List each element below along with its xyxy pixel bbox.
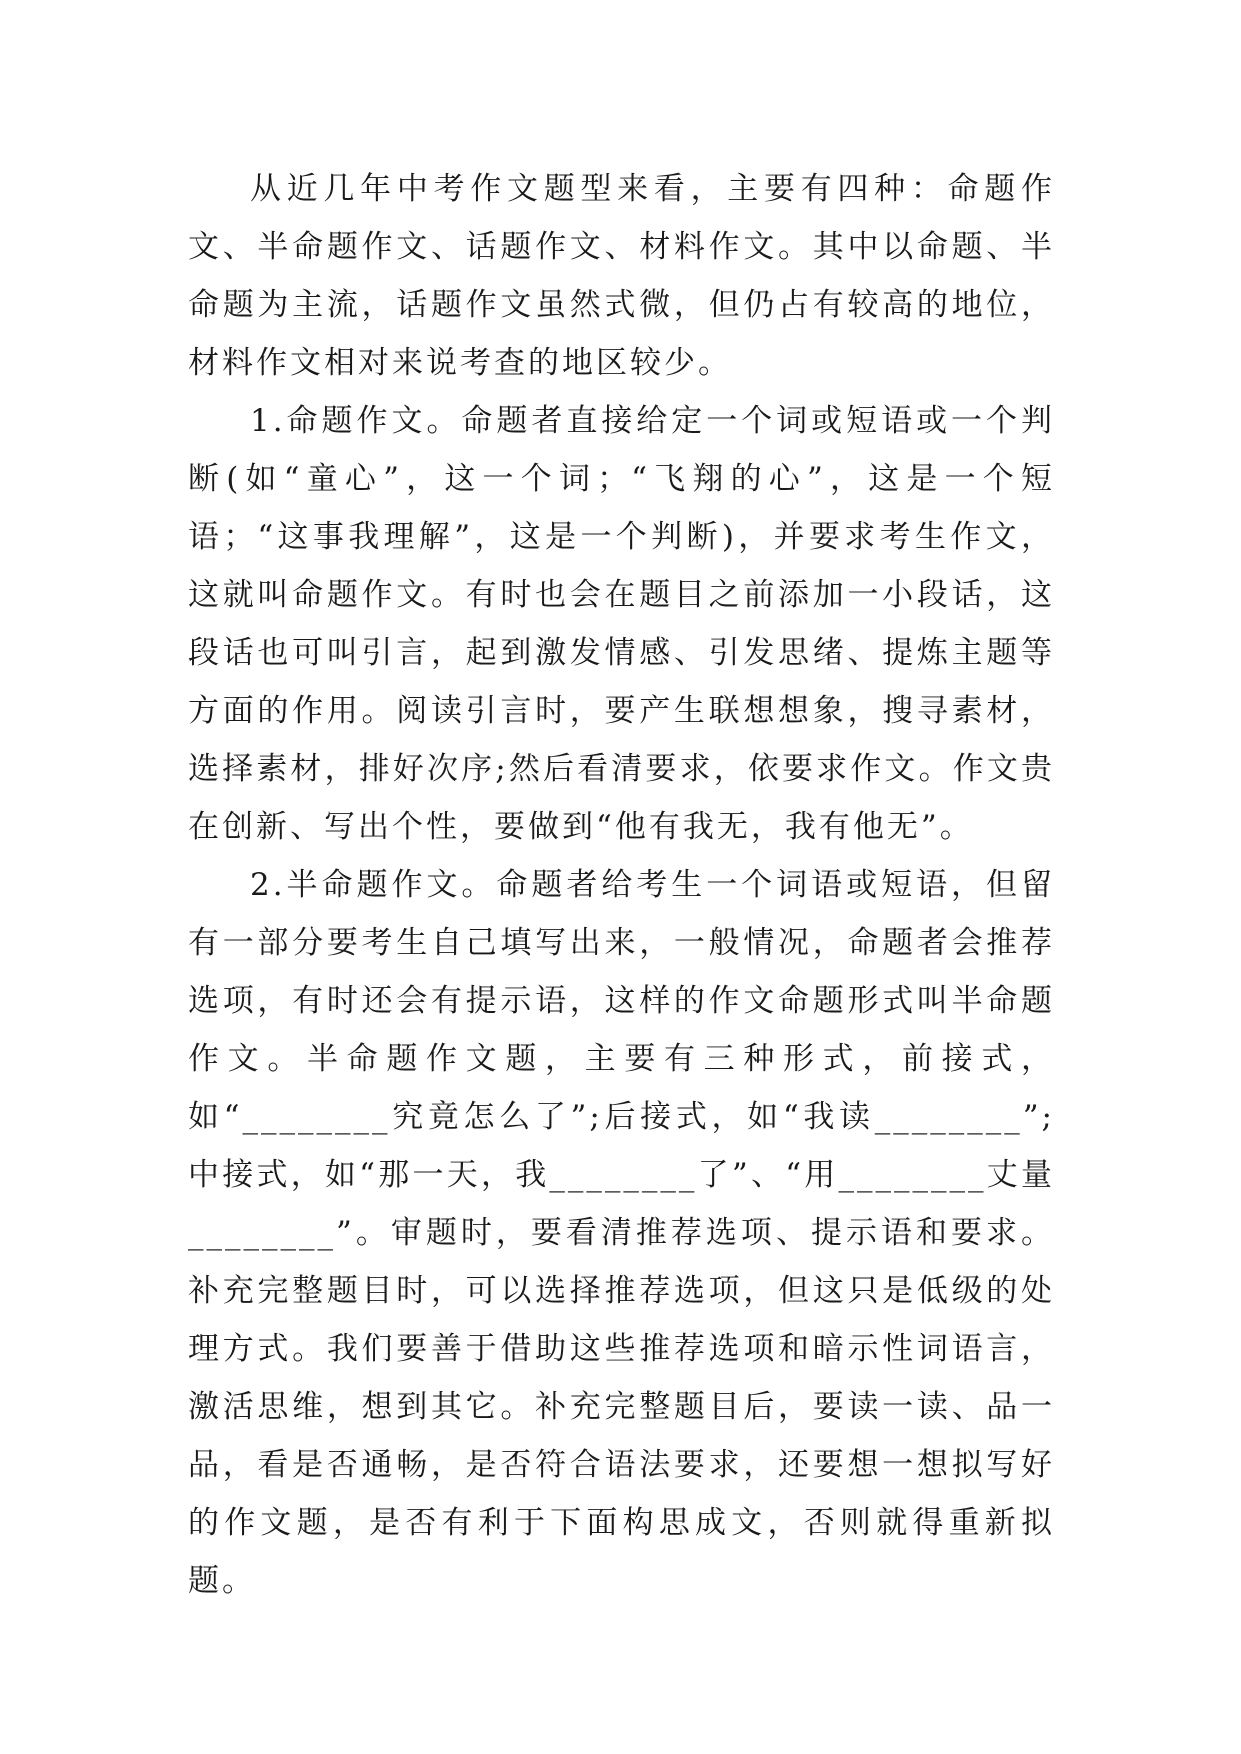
document-body — [188, 160, 1055, 1610]
paragraph-intro: 从近几年中考作文题型来看，主要有四种：命题作文、半命题作文、话题作文、材料作文。其中以命题、半命题为主流，话题作文虽然式微，但仍占有较高的地位，材料作文相对来说考查的地区较少。 — [188, 171, 1055, 381]
paragraph-semi-proposition-essay: 2.半命题作文。命题者给考生一个词语或短语，但留有一部分要考生自己填写出来，一般情况，命题者会推荐选项，有时还会有提示语，这样的作文命题形式叫半命题作文。半命题作文题，主要有三种形式，前接式，如“________究竟怎么了”;后接式，如“我读________”;中接式，如“那一天，我________了”、“用________丈量________”。审题时，要看清推荐选项、提示语和要求。补充完整题目时，可以选择推荐选项，但这只是低级的处理方式。我们要善于借助这些推荐选项和暗示性词语言，激活思维，想到其它。补充完整题目后，要读一读、品一品，看是否通畅，是否符合语法要求，还要想一想拟写好的作文题，是否有利于下面构思成文，否则就得重新拟题。 — [188, 867, 1055, 1599]
paragraph-proposition-essay: 1.命题作文。命题者直接给定一个词或短语或一个判断(如“童心”，这一个词；“飞翔的心”，这是一个短语；“这事我理解”，这是一个判断)，并要求考生作文，这就叫命题作文。有时也会在题目之前添加一小段话，这段话也可叫引言，起到激发情感、引发思绪、提炼主题等方面的作用。阅读引言时，要产生联想想象，搜寻素材，选择素材，排好次序;然后看清要求，依要求作文。作文贵在创新、写出个性，要做到“他有我无，我有他无”。 — [188, 403, 1055, 845]
